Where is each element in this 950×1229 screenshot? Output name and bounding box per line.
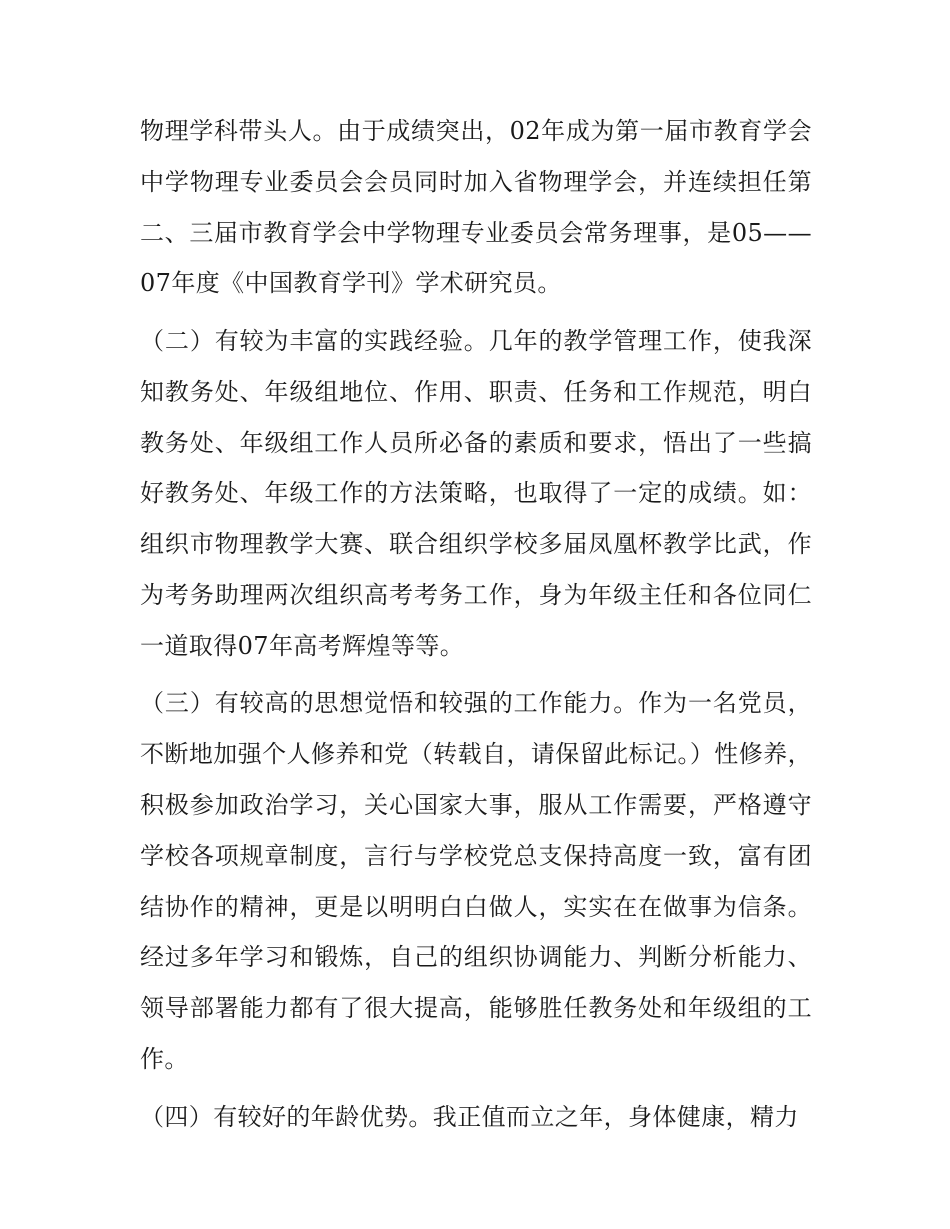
paragraph-age-advantage: （四）有较好的年龄优势。我正值而立之年，身体健康，精力 [140, 1102, 799, 1131]
paragraph-practical-experience: （二）有较为丰富的实践经验。几年的教学管理工作，使我深知教务处、年级组地位、作用、职责、任务和工作规范，明白教务处、年级组工作人员所必备的素质和要求，悟出了一些搞好教务处、年级工作的方法策略，也取得了一定的成绩。如：组织市物理教学大赛、联合组织学校多届凤凰杯教学比武，作为考务助理两次组织高考考务工作，身为年级主任和各位同仁一道取得07年高考辉煌等等。 [140, 326, 812, 660]
paragraph-political-awareness: （三）有较高的思想觉悟和较强的工作能力。作为一名党员，不断地加强个人修养和党（转载自，请保留此标记。）性修养，积极参加政治学习，关心国家大事，服从工作需要，严格遵守学校各项规章制度，言行与学校党总支保持高度一致，富有团结协作的精神，更是以明明白白做人，实实在在做事为信条。经过多年学习和锻炼，自己的组织协调能力、判断分析能力、领导部署能力都有了很大提高，能够胜任教务处和年级组的工作。 [140, 689, 812, 1073]
document-body [140, 106, 812, 1149]
paragraph-qualifications: 物理学科带头人。由于成绩突出，02年成为第一届市教育学会中学物理专业委员会会员同时加入省物理学会，并连续担任第二、三届市教育学会中学物理专业委员会常务理事，是05——07年度《中国教育学刊》学术研究员。 [140, 117, 812, 298]
